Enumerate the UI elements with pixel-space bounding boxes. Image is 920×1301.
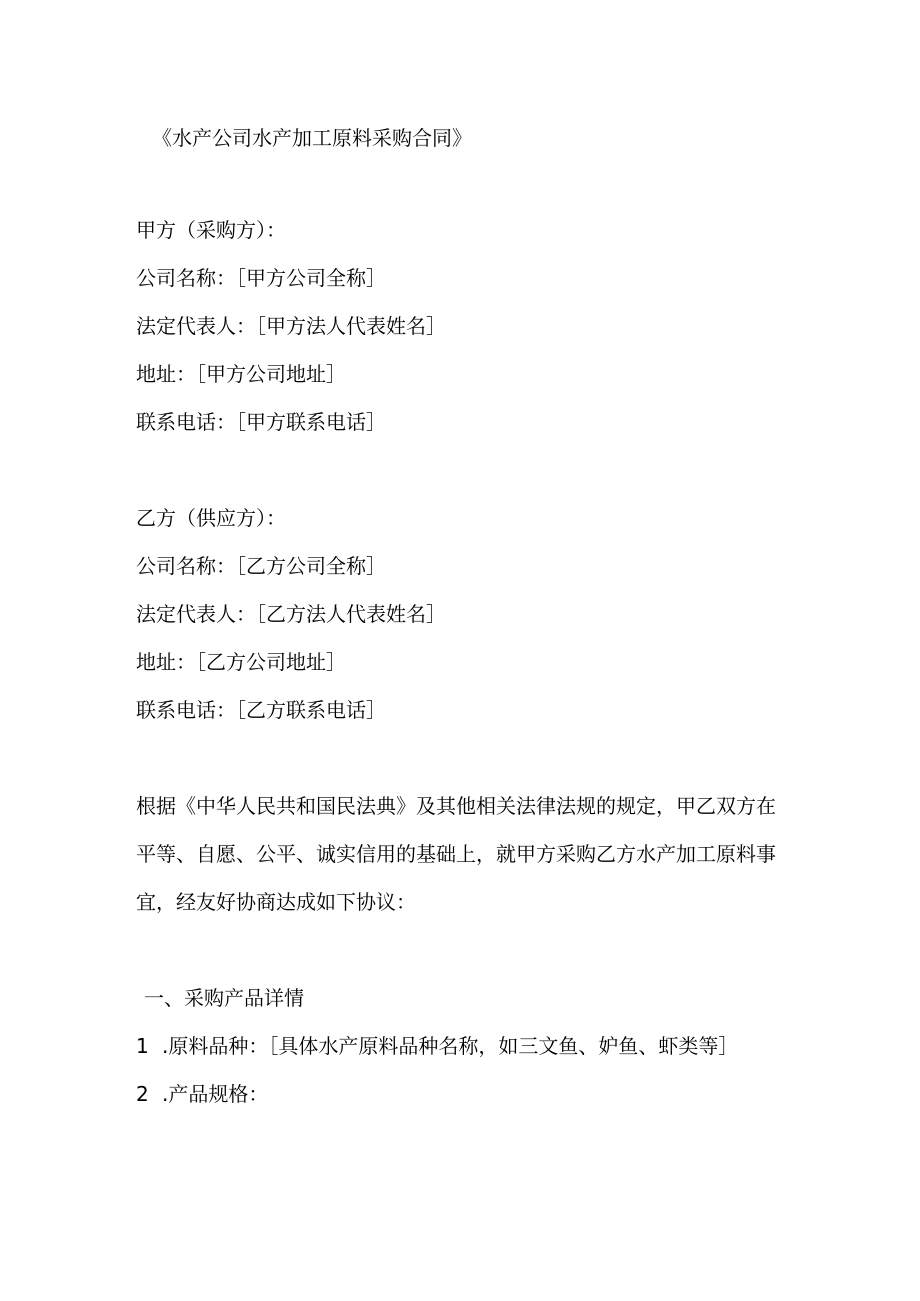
party-a-address: 地址：［甲方公司地址］ [136, 362, 346, 386]
party-a-company-name: 公司名称：［甲方公司全称］ [136, 266, 386, 290]
list-item [136, 1032, 738, 1060]
party-b-address: 地址：［乙方公司地址］ [136, 650, 346, 674]
list-item-text: .产品规格： [162, 1082, 269, 1106]
section-heading: 一、采购产品详情 [144, 986, 304, 1010]
list-item-text: .原料品种：［具体水产原料品种名称，如三文鱼、妒鱼、虾类等］ [162, 1034, 739, 1058]
party-a-phone: 联系电话：［甲方联系电话］ [136, 410, 386, 434]
party-b-legal-rep: 法定代表人：［乙方法人代表姓名］ [136, 602, 446, 626]
party-a-legal-rep: 法定代表人：［甲方法人代表姓名］ [136, 314, 446, 338]
list-item [136, 1080, 268, 1108]
preamble-line-3: 宜，经友好协商达成如下协议： [136, 890, 416, 914]
party-b-phone: 联系电话：［乙方联系电话］ [136, 698, 386, 722]
preamble-line-1: 根据《中华人民共和国民法典》及其他相关法律法规的规定，甲乙双方在 [136, 794, 776, 818]
party-a-heading: 甲方（采购方）： [136, 218, 286, 242]
party-b-company-name: 公司名称：［乙方公司全称］ [136, 554, 386, 578]
party-b-heading: 乙方（供应方）： [136, 506, 286, 530]
list-item-number: 2 [136, 1082, 149, 1106]
document-title: 《水产公司水产加工原料采购合同》 [152, 126, 472, 150]
preamble-paragraph [136, 782, 796, 926]
preamble-line-2: 平等、自愿、公平、诚实信用的基础上，就甲方采购乙方水产加工原料事 [136, 842, 776, 866]
list-item-number: 1 [136, 1034, 149, 1058]
